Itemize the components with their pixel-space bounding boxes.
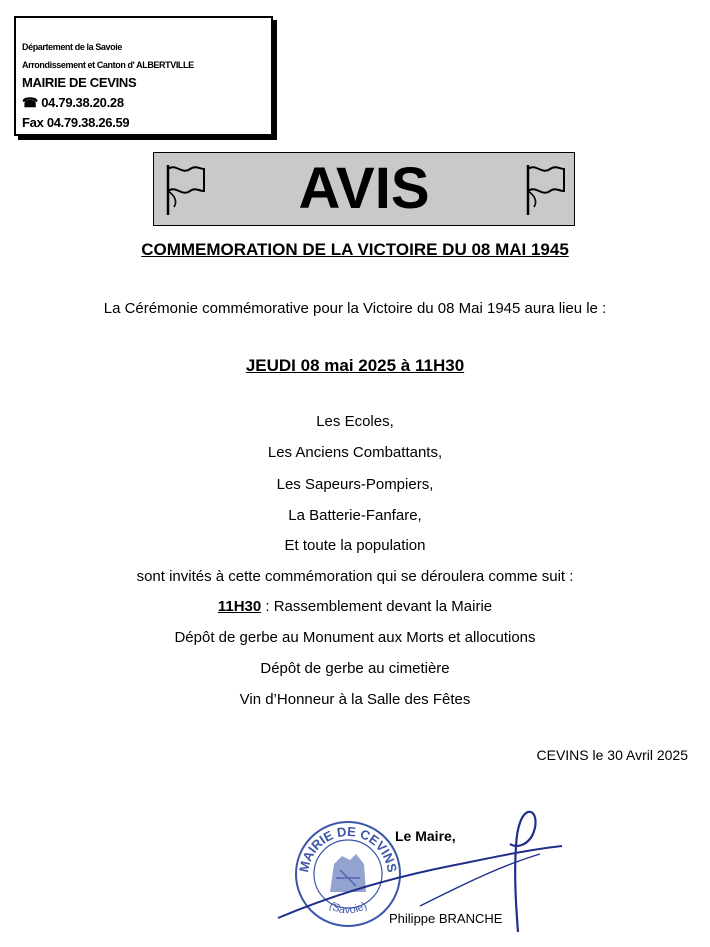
invitation-line: sont invités à cette commémoration qui se déroulera comme suit : [136,568,574,585]
program-item: Dépôt de gerbe au cimetière [260,660,450,677]
flag-icon [520,161,568,217]
invitee-line: La Batterie-Fanfare, [288,507,422,524]
program-time: 11H30 [217,598,262,615]
invitee-line: Les Ecoles, [316,413,394,430]
avis-banner [153,152,575,226]
phone-line [22,95,124,111]
stamp-text-bottom: (Savoie) [326,899,370,917]
phone-icon: ☎ [22,95,38,110]
stamp-text-top: MAIRIE DE CEVINS [296,823,400,874]
event-date: JEUDI 08 mai 2025 à 11H30 [245,356,465,375]
program-item: Dépôt de gerbe au Monument aux Morts et allocutions [174,629,536,646]
invitee-line: Les Anciens Combattants, [267,444,443,461]
phone-number: 04.79.38.20.28 [37,95,124,110]
program-item-first [0,598,710,615]
avis-title: AVIS [298,156,430,221]
mayor-role: Le Maire, [395,828,456,844]
fax-line: Fax 04.79.38.26.59 [22,115,130,130]
header-box [14,16,273,136]
program-item: Vin d’Honneur à la Salle des Fêtes [239,691,471,708]
place-date: CEVINS le 30 Avril 2025 [536,747,688,763]
invitee-line: Et toute la population [284,537,426,554]
departement-text: Département de la Savoie [22,42,122,52]
arrondissement-text: Arrondissement et Canton d' ALBERTVILLE [22,60,194,70]
program-first-text: : Rassemblement devant la Mairie [261,598,493,615]
subject-heading: COMMEMORATION DE LA VICTOIRE DU 08 MAI 1945 [141,240,569,259]
mayor-name: Philippe BRANCHE [389,911,503,926]
mairie-name: MAIRIE DE CEVINS [22,75,137,90]
invitee-line: Les Sapeurs-Pompiers, [276,476,434,493]
intro-text: La Cérémonie commémorative pour la Victoire du 08 Mai 1945 aura lieu le : [103,300,607,317]
